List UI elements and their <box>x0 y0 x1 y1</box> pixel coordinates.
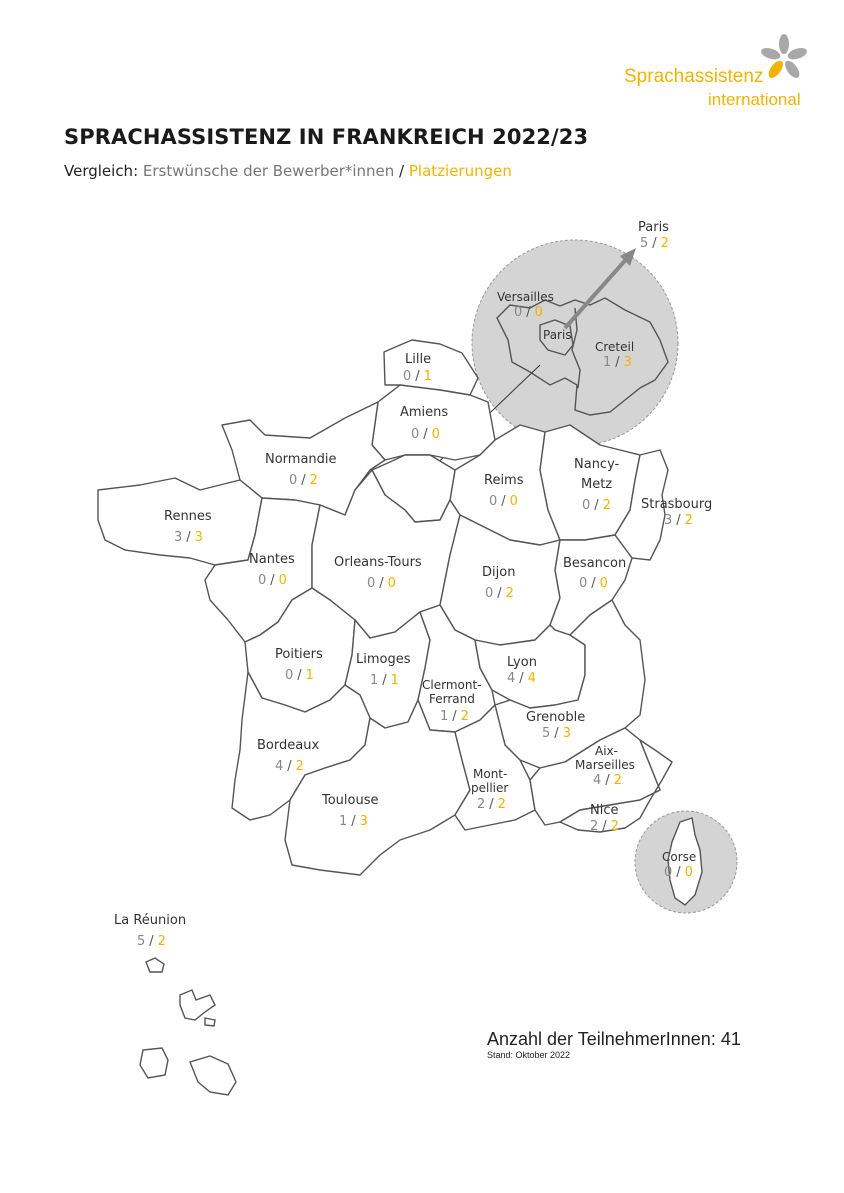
region-name: Amiens <box>400 405 449 420</box>
region-paris-inset-name: Paris <box>543 328 572 342</box>
region-name: Orleans-Tours <box>334 555 422 570</box>
region-name: Versailles <box>497 290 554 304</box>
region-name: Nantes <box>249 552 295 567</box>
region-paris-outside <box>638 220 669 251</box>
region-values: 0 / 1 <box>285 668 314 683</box>
region-name-line2: Marseilles <box>575 758 635 772</box>
region-name: Besancon <box>563 556 627 571</box>
region-montpellier <box>471 767 508 812</box>
region-name: Lyon <box>507 655 537 670</box>
region-name-line2: Ferrand <box>429 692 475 706</box>
region-name: Bordeaux <box>257 738 320 753</box>
region-name: Rennes <box>164 509 212 524</box>
region-values: 0 / 0 <box>579 576 608 591</box>
brand-name: Sprachassistenz <box>624 66 764 87</box>
region-name-line2: Metz <box>581 477 613 492</box>
region-values: 0 / 0 <box>258 573 287 588</box>
region-name: Normandie <box>265 452 337 467</box>
region-name: La Réunion <box>114 913 187 928</box>
region-name: Lille <box>405 352 432 367</box>
region-name: Reims <box>484 473 524 488</box>
region-name: Toulouse <box>322 793 379 808</box>
subtitle-prefix: Vergleich: <box>64 162 143 180</box>
region-values: 2 / 2 <box>590 819 619 834</box>
region-values: 0 / 0 <box>489 494 518 509</box>
region-lyon <box>507 655 537 686</box>
region-values: 0 / 0 <box>514 305 543 320</box>
region-values: 4 / 2 <box>275 759 304 774</box>
region-values: 4 / 2 <box>593 773 622 788</box>
region-values: 3 / 2 <box>664 513 693 528</box>
region-name: Grenoble <box>526 710 586 725</box>
region-name: Poitiers <box>275 647 323 662</box>
region-name: Strasbourg <box>641 497 713 512</box>
region-name: Paris <box>638 220 669 235</box>
region-values: 1 / 3 <box>339 814 368 829</box>
region-values: 5 / 2 <box>137 934 166 949</box>
region-values: 4 / 4 <box>507 671 536 686</box>
region-values: 5 / 2 <box>640 236 669 251</box>
region-values: 3 / 3 <box>174 530 203 545</box>
region-name-line1: Mont- <box>473 767 508 781</box>
region-values: 0 / 2 <box>485 586 514 601</box>
region-corse <box>662 850 696 880</box>
region-name: Corse <box>662 850 697 864</box>
subtitle-placements: Platzierungen <box>408 162 512 180</box>
region-la-reunion <box>114 913 186 949</box>
region-values: 1 / 2 <box>440 709 469 724</box>
region-values: 0 / 2 <box>582 498 611 513</box>
region-name-line1: Aix- <box>595 744 618 758</box>
region-name-line1: Clermont- <box>422 678 482 692</box>
paris-inset-circle <box>472 240 678 446</box>
region-values: 1 / 1 <box>370 673 399 688</box>
region-name: Creteil <box>595 340 635 354</box>
region-name: Nice <box>590 803 619 818</box>
reunion-islands <box>140 958 236 1095</box>
region-values: 2 / 2 <box>477 797 506 812</box>
region-name-line1: Nancy- <box>574 457 620 472</box>
participant-count: Anzahl der TeilnehmerInnen: 41 <box>487 1029 741 1049</box>
page-title: SPRACHASSISTENZ IN FRANKREICH 2022/23 <box>64 125 589 149</box>
region-values: 0 / 0 <box>411 427 440 442</box>
brand-subtitle: international <box>708 90 801 109</box>
region-values: 0 / 0 <box>664 865 693 880</box>
subtitle-wishes: Erstwünsche der Bewerber*innen <box>142 162 395 180</box>
region-values: 0 / 0 <box>367 576 396 591</box>
region-values: 1 / 3 <box>603 355 632 370</box>
region-name: Dijon <box>482 565 516 580</box>
region-name: Limoges <box>356 652 411 667</box>
region-name-line2: pellier <box>471 781 509 795</box>
status-date: Stand: Oktober 2022 <box>487 1050 571 1060</box>
region-nice <box>590 803 619 834</box>
region-values: 5 / 3 <box>542 726 571 741</box>
region-values: 0 / 1 <box>403 369 432 384</box>
region-values: 0 / 2 <box>289 473 318 488</box>
subtitle-sep: / <box>394 162 409 180</box>
